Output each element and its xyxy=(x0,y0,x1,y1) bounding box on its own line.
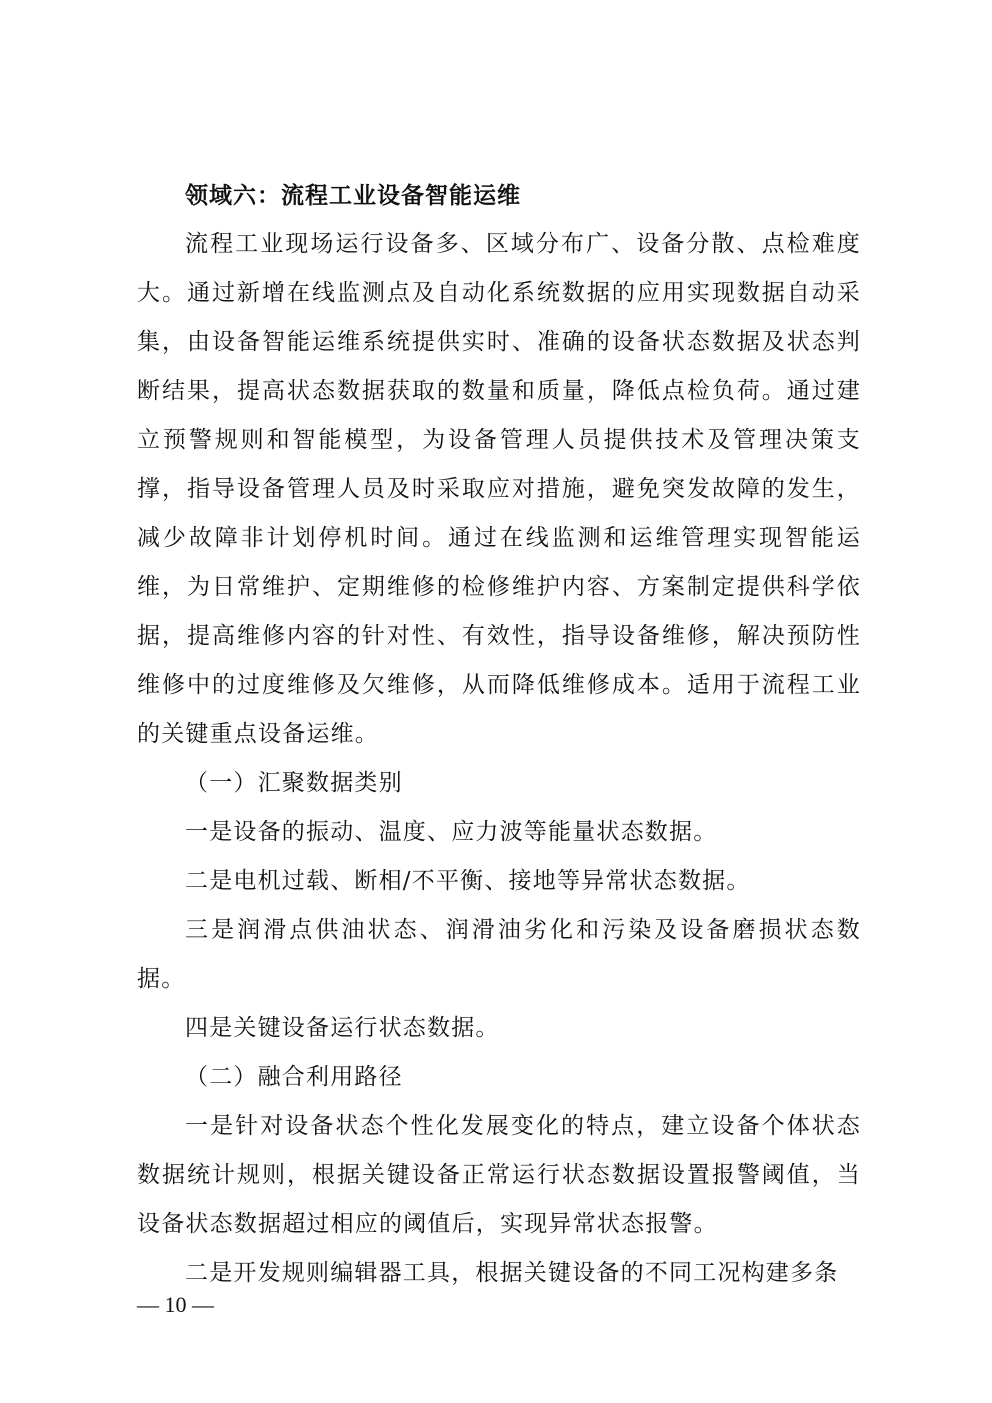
subsection-1-item: 一是设备的振动、温度、应力波等能量状态数据。 xyxy=(185,819,718,845)
subsection-1-title: （一）汇聚数据类别 xyxy=(185,770,403,796)
subsection-2-item: 二是开发规则编辑器工具，根据关键设备的不同工况构建多条 xyxy=(185,1260,839,1286)
page-number: — 10 — xyxy=(137,1292,214,1317)
intro-paragraph: 流程工业现场运行设备多、区域分布广、设备分散、点检难度大。通过新增在线监测点及自动化系统数据的应用实现数据自动采集，由设备智能运维系统提供实时、准确的设备状态数据及状态判断结果，提高状态数据获取的数量和质量，降低点检负荷。通过建立预警规则和智能模型，为设备管理人员提供技术及管理决策支撑，指导设备管理人员及时采取应对措施，避免突发故障的发生，减少故障非计划停机时间。通过在线监测和运维管理实现智能运维，为日常维护、定期维修的检修维护内容、方案制定提供科学依据，提高维修内容的针对性、有效性，指导设备维修，解决预防性维修中的过度维修及欠维修，从而降低维修成本。适用于流程工业的关键重点设备运维。 xyxy=(137,231,861,747)
subsection-1-item: 四是关键设备运行状态数据。 xyxy=(185,1015,500,1041)
subsection-1-item: 三是润滑点供油状态、润滑油劣化和污染及设备磨损状态数据。 xyxy=(137,917,861,992)
subsection-1-item: 二是电机过载、断相/不平衡、接地等异常状态数据。 xyxy=(185,868,751,894)
section-title: 领域六：流程工业设备智能运维 xyxy=(185,182,521,209)
subsection-2-item: 一是针对设备状态个性化发展变化的特点，建立设备个体状态数据统计规则，根据关键设备正常运行状态数据设置报警阈值，当设备状态数据超过相应的阈值后，实现异常状态报警。 xyxy=(137,1113,861,1237)
document-body xyxy=(137,171,861,1298)
subsection-2-title: （二）融合利用路径 xyxy=(185,1064,403,1090)
